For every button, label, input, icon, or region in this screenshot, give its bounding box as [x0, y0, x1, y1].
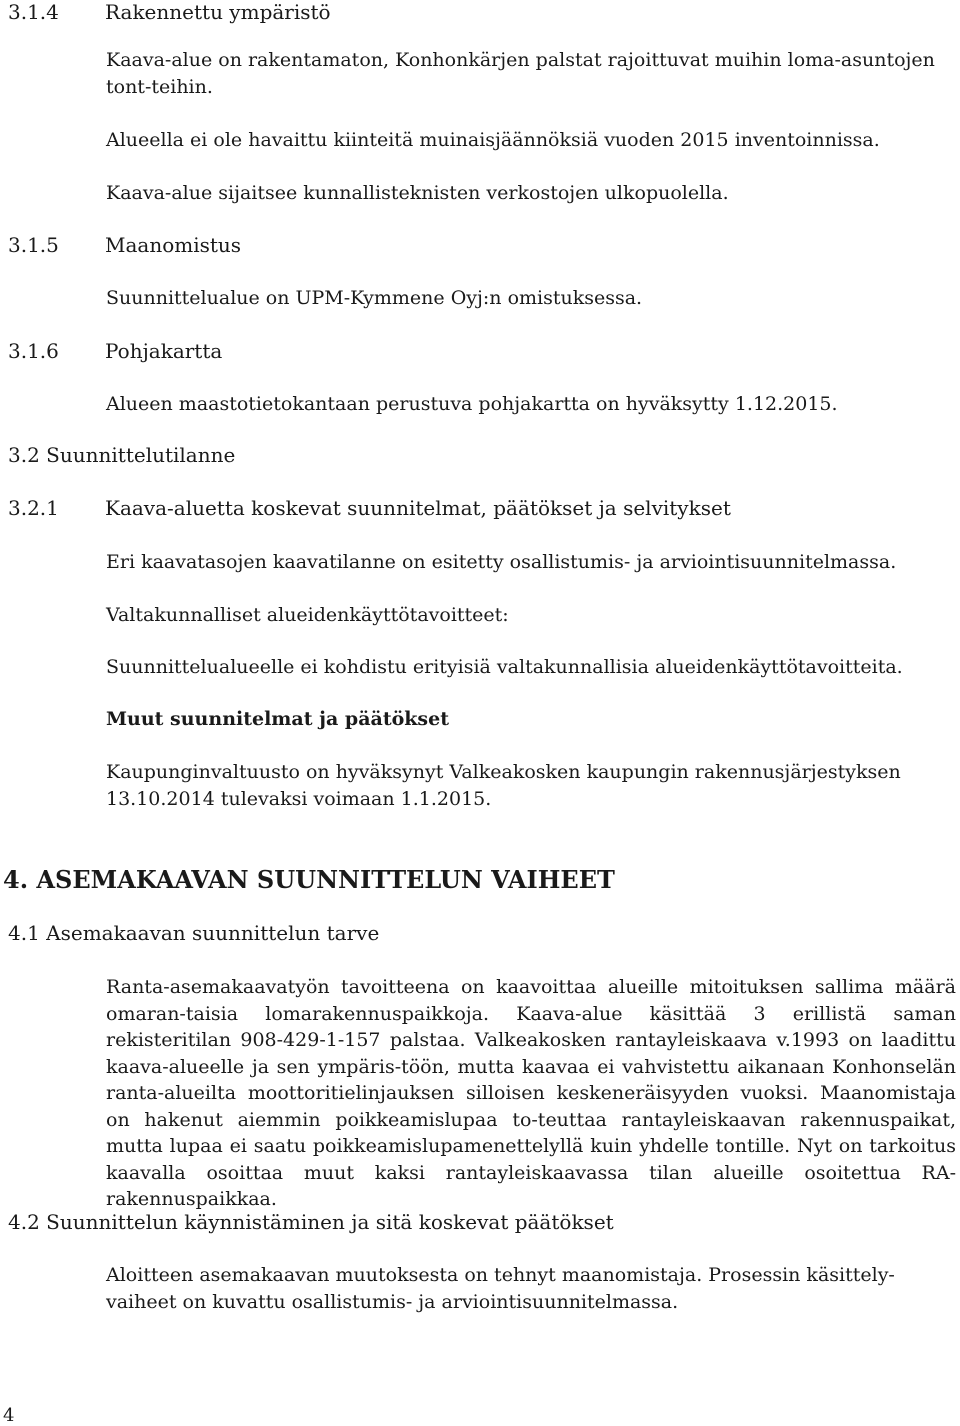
section-number: 3.1.6: [8, 339, 59, 363]
section-heading-3-1-5: [8, 233, 241, 257]
paragraph-built-environment: Kaava-alue on rakentamaton, Konhonkärjen palstat rajoittuvat muihin loma-asuntojen tont-teihin.: [106, 49, 935, 98]
paragraph-building-ordinance: Kaupunginvaltuusto on hyväksynyt Valkeakosken kaupungin rakennusjärjestyksen 13.10.2014 tulevaksi voimaan 1.1.2015.: [106, 761, 901, 810]
paragraph-planning-need: Ranta-asemakaavatyön tavoitteena on kaavoittaa alueille mitoituksen sallima määrä omaran-taisia lomarakennuspaikkoja. Kaava-alue käsittää 3 erillistä saman rekisteritilan 908-429-1-157 palstaa. Valkeakosken rantayleiskaava v.1993 on laadittu kaava-alueelle ja sen ympäris-töön, mutta kaavaa ei vahvistettu aikanaan Konhonselän ranta-alueilta moottoritielinjauksen silloisen keskeneräisyyden vuoksi. Maanomistaja on hakenut aiemmin poikkeamislupaa to-teuttaa rantayleiskaavan rakennuspaikat, mutta lupaa ei saatu poikkeamislupamenettelyllä kuin yhdelle tontille. Nyt on tarkoitus kaavalla osoittaa muut kaksi rantayleiskaavassa tilan alueille osoitettua RA-rakennuspaikkaa.: [106, 976, 956, 1210]
paragraph-plan-levels: Eri kaavatasojen kaavatilanne on esitetty osallistumis- ja arviointisuunnitelmassa.: [106, 551, 897, 573]
paragraph-land-ownership: Suunnittelualue on UPM-Kymmene Oyj:n omistuksessa.: [106, 287, 643, 309]
section-title: Maanomistus: [105, 233, 242, 257]
chapter-heading-4: 4. ASEMAKAAVAN SUUNNITTELUN VAIHEET: [3, 865, 615, 894]
section-heading-4-2: 4.2 Suunnittelun käynnistäminen ja sitä koskevat päätökset: [8, 1210, 614, 1234]
section-heading-3-2-1: [8, 496, 731, 520]
paragraph-infrastructure: Kaava-alue sijaitsee kunnallisteknisten verkostojen ulkopuolella.: [106, 182, 729, 204]
section-title: Kaava-aluetta koskevat suunnitelmat, päätökset ja selvitykset: [105, 496, 731, 520]
page-number: 4: [3, 1405, 15, 1426]
section-title: Pohjakartta: [105, 339, 223, 363]
paragraph-national-goals-label: Valtakunnalliset alueidenkäyttötavoitteet:: [106, 604, 509, 626]
paragraph-base-map: Alueen maastotietokantaan perustuva pohjakartta on hyväksytty 1.12.2015.: [106, 393, 838, 415]
section-number: 3.1.4: [8, 0, 59, 24]
paragraph-initiation: Aloitteen asemakaavan muutoksesta on tehnyt maanomistaja. Prosessin käsittely-vaiheet on kuvattu osallistumis- ja arviointisuunnitelmassa.: [106, 1264, 895, 1313]
section-heading-3-1-4: [8, 0, 331, 24]
section-heading-3-1-6: [8, 339, 222, 363]
section-heading-3-2: 3.2 Suunnittelutilanne: [8, 443, 236, 467]
section-heading-4-1: 4.1 Asemakaavan suunnittelun tarve: [8, 921, 380, 945]
paragraph-national-goals: Suunnittelualueelle ei kohdistu erityisiä valtakunnallisia alueidenkäyttötavoitteita.: [106, 656, 903, 678]
section-title: Rakennettu ympäristö: [105, 0, 331, 24]
subheading-other-plans: Muut suunnitelmat ja päätökset: [106, 708, 449, 730]
paragraph-antiquities: Alueella ei ole havaittu kiinteitä muinaisjäännöksiä vuoden 2015 inventoinnissa.: [106, 129, 880, 151]
section-number: 3.2.1: [8, 496, 59, 520]
section-number: 3.1.5: [8, 233, 59, 257]
